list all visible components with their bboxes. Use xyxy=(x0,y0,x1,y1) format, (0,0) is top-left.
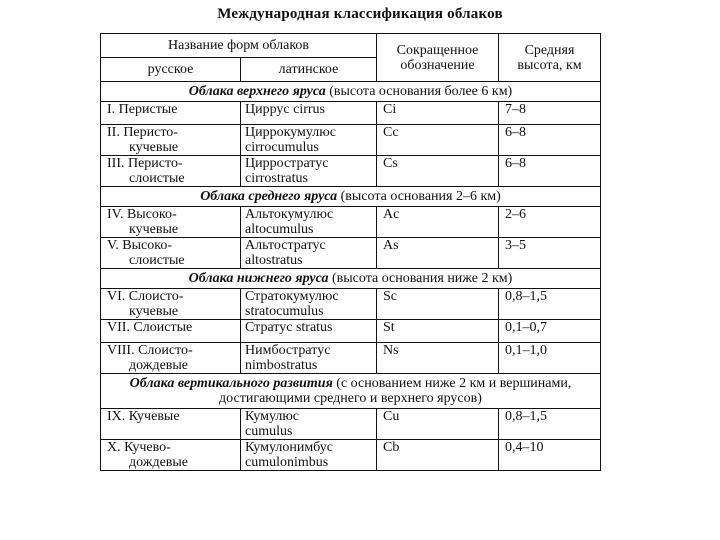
cell-abbreviation: Ci xyxy=(377,102,499,125)
latin-name-line1: Альтостратус xyxy=(245,238,326,253)
header-height: Средняя высота, км xyxy=(499,34,601,82)
tier-header-row xyxy=(101,187,601,207)
tier-header xyxy=(101,269,601,289)
cell-russian-name xyxy=(101,207,241,238)
cell-latin-name xyxy=(241,207,377,238)
table-row xyxy=(101,289,601,320)
latin-name-line1: Циррокумулюс xyxy=(245,125,336,140)
latin-name-line1: Цирростратус xyxy=(245,156,329,171)
cell-russian-name xyxy=(101,440,241,471)
latin-name-line1: Альтокумулюс xyxy=(245,207,334,222)
latin-name-line2: altostratus xyxy=(245,253,303,268)
russian-name-line1: IX. Кучевые xyxy=(107,409,180,424)
table-row xyxy=(101,238,601,269)
tier-name: Облака среднего яруса xyxy=(200,189,338,204)
cell-average-height: 0,8–1,5 xyxy=(499,409,601,440)
cell-latin-name xyxy=(241,320,377,343)
cloud-classification-table xyxy=(100,33,601,471)
tier-header-row xyxy=(101,374,601,409)
latin-name-line2: cumulonimbus xyxy=(245,455,329,470)
latin-name-line2: stratocumulus xyxy=(245,304,324,319)
cell-latin-name xyxy=(241,289,377,320)
tier-header xyxy=(101,187,601,207)
table-row xyxy=(101,320,601,343)
tier-note: (высота основания более 6 км) xyxy=(329,84,513,99)
cell-russian-name xyxy=(101,238,241,269)
table-row xyxy=(101,343,601,374)
cell-latin-name xyxy=(241,156,377,187)
russian-name-line2: слоистые xyxy=(129,253,185,268)
russian-name-line1: I. Перистые xyxy=(107,102,178,117)
russian-name-line1: IV. Высоко- xyxy=(107,207,177,222)
tier-name: Облака верхнего яруса xyxy=(188,84,326,99)
latin-name-line2: altocumulus xyxy=(245,222,314,237)
latin-name-line2: cumulus xyxy=(245,424,293,439)
russian-name-line2: кучевые xyxy=(129,304,179,319)
cell-average-height: 0,4–10 xyxy=(499,440,601,471)
table-row xyxy=(101,409,601,440)
header-forms: Название форм облаков xyxy=(101,34,377,58)
cell-abbreviation: Cb xyxy=(377,440,499,471)
tier-header-row xyxy=(101,82,601,102)
tier-header-row xyxy=(101,269,601,289)
latin-name-line2: cirrostratus xyxy=(245,171,308,186)
page-title: Международная классификация облаков xyxy=(217,6,503,22)
tier-header xyxy=(101,374,601,409)
cell-average-height: 0,1–1,0 xyxy=(499,343,601,374)
cell-russian-name xyxy=(101,156,241,187)
cell-latin-name xyxy=(241,238,377,269)
cell-abbreviation: St xyxy=(377,320,499,343)
russian-name-line1: VIII. Слоисто- xyxy=(107,343,193,358)
header-abbr: Сокращенное обозначение xyxy=(377,34,499,82)
russian-name-line2: кучевые xyxy=(129,222,179,237)
cell-russian-name xyxy=(101,102,241,125)
cell-abbreviation: Cs xyxy=(377,156,499,187)
latin-name-line1: Циррус cirrus xyxy=(245,102,326,117)
cell-average-height: 0,8–1,5 xyxy=(499,289,601,320)
cell-average-height: 6–8 xyxy=(499,125,601,156)
cell-average-height: 2–6 xyxy=(499,207,601,238)
cell-russian-name xyxy=(101,289,241,320)
cell-abbreviation: Ns xyxy=(377,343,499,374)
cell-abbreviation: Cc xyxy=(377,125,499,156)
tier-name: Облака нижнего яруса xyxy=(188,271,329,286)
latin-name-line1: Стратокумулюс xyxy=(245,289,339,304)
russian-name-line2: слоистые xyxy=(129,171,185,186)
tier-note: (высота основания ниже 2 км) xyxy=(331,271,513,286)
russian-name-line1: VII. Слоистые xyxy=(107,320,193,335)
russian-name-line1: VI. Слоисто- xyxy=(107,289,184,304)
russian-name-line1: V. Высоко- xyxy=(107,238,173,253)
russian-name-line1: III. Перисто- xyxy=(107,156,183,171)
russian-name-line2: дождевые xyxy=(129,455,189,470)
cell-abbreviation: As xyxy=(377,238,499,269)
cell-abbreviation: Cu xyxy=(377,409,499,440)
tier-header xyxy=(101,82,601,102)
russian-name-line1: X. Кучево- xyxy=(107,440,171,455)
latin-name-line1: Кумулюс xyxy=(245,409,300,424)
cell-average-height: 6–8 xyxy=(499,156,601,187)
tier-name: Облака вертикального развития xyxy=(129,376,333,391)
cell-russian-name xyxy=(101,409,241,440)
header-latin: латинское xyxy=(241,58,377,82)
cell-abbreviation: Ac xyxy=(377,207,499,238)
latin-name-line1: Кумулонимбус xyxy=(245,440,333,455)
latin-name-line2: cirrocumulus xyxy=(245,140,319,155)
cell-latin-name xyxy=(241,440,377,471)
table-row xyxy=(101,102,601,125)
russian-name-line2: дождевые xyxy=(129,358,189,373)
cell-latin-name xyxy=(241,125,377,156)
table-row xyxy=(101,125,601,156)
cell-average-height: 7–8 xyxy=(499,102,601,125)
cell-abbreviation: Sc xyxy=(377,289,499,320)
latin-name-line1: Стратус stratus xyxy=(245,320,333,335)
cell-russian-name xyxy=(101,343,241,374)
cell-average-height: 0,1–0,7 xyxy=(499,320,601,343)
cell-russian-name xyxy=(101,125,241,156)
header-russian: русское xyxy=(101,58,241,82)
cell-average-height: 3–5 xyxy=(499,238,601,269)
cell-latin-name xyxy=(241,343,377,374)
table-row xyxy=(101,207,601,238)
russian-name-line1: II. Перисто- xyxy=(107,125,178,140)
table-row xyxy=(101,156,601,187)
latin-name-line1: Нимбостратус xyxy=(245,343,331,358)
table-row xyxy=(101,440,601,471)
tier-note: (с основанием ниже 2 км и вершинами, достигающими среднего и верхнего ярусов) xyxy=(219,376,572,406)
tier-note: (высота основания 2–6 км) xyxy=(340,189,501,204)
cell-latin-name xyxy=(241,102,377,125)
russian-name-line2: кучевые xyxy=(129,140,179,155)
cell-latin-name xyxy=(241,409,377,440)
cell-russian-name xyxy=(101,320,241,343)
latin-name-line2: nimbostratus xyxy=(245,358,318,373)
